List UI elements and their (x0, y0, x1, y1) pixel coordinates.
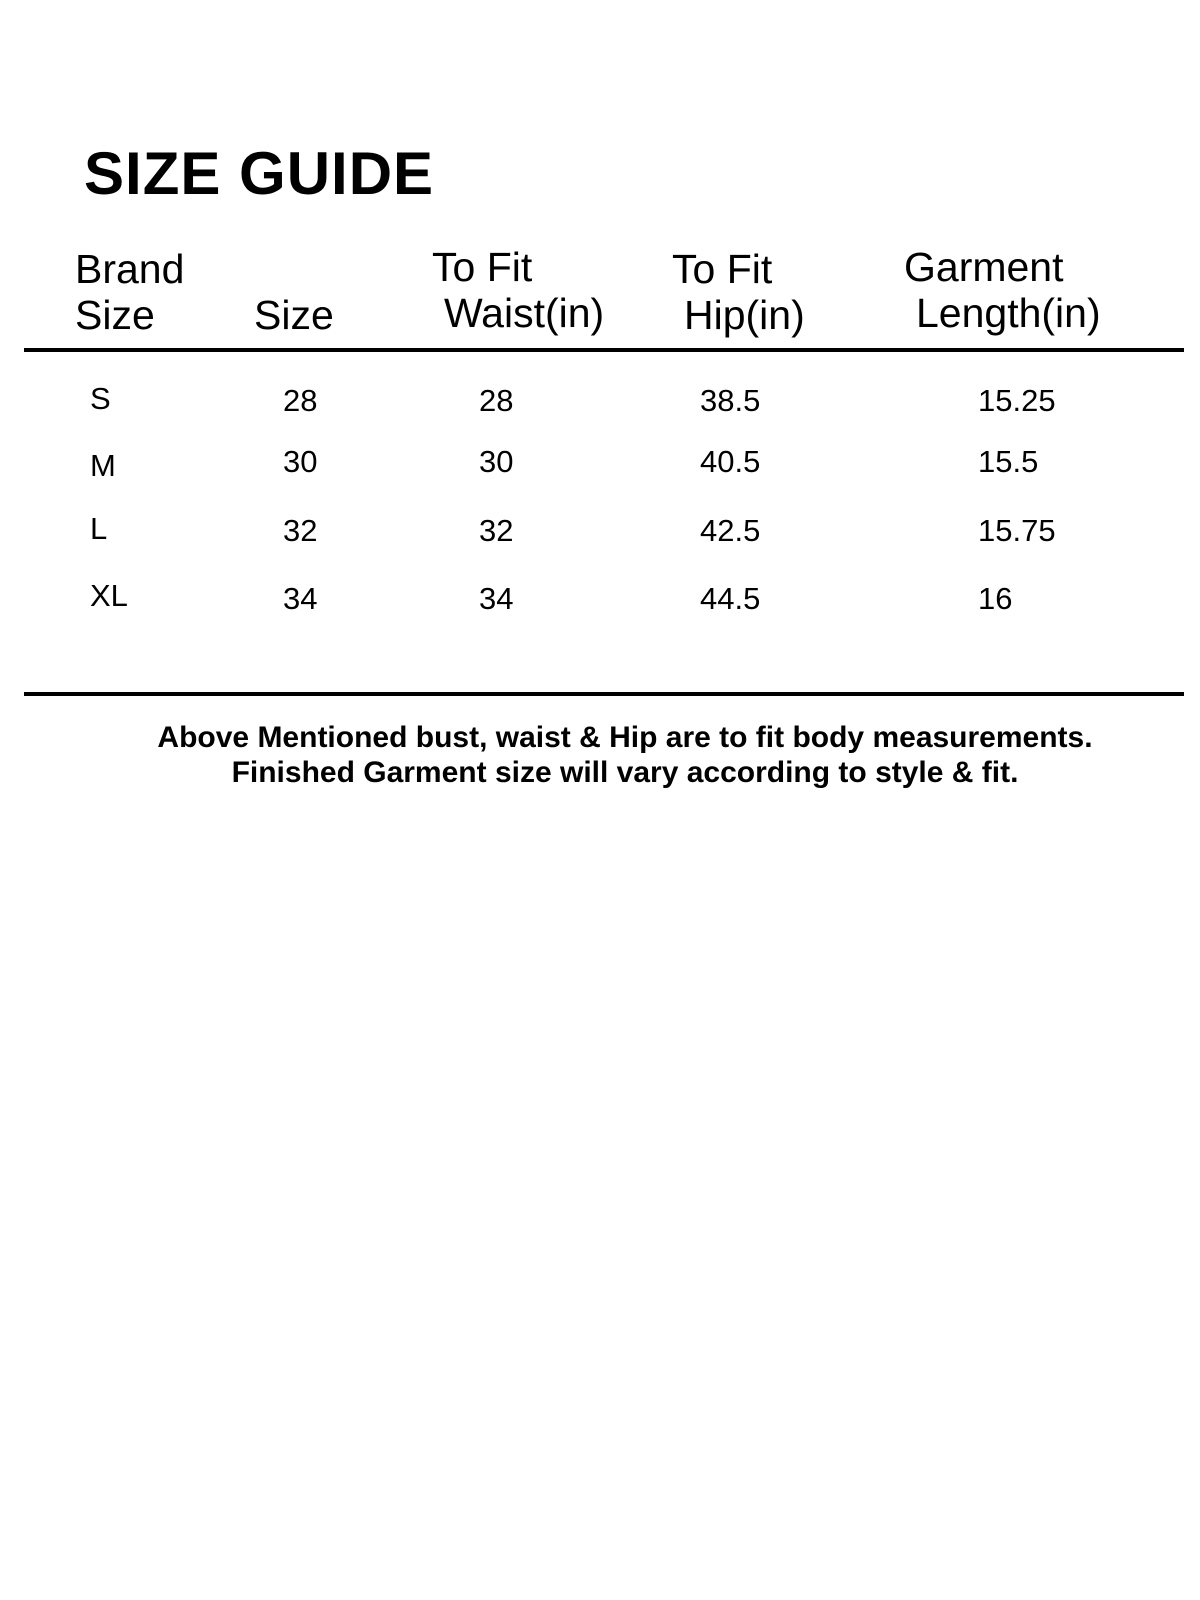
header-hip-line1: To Fit (672, 246, 773, 292)
footnote-line2: Finished Garment size will vary according to style & fit. (231, 756, 1019, 789)
cell-waist: 28 (479, 383, 514, 418)
header-hip-line2: Hip(in) (684, 292, 805, 338)
cell-length: 15.5 (978, 444, 1039, 479)
footnote (0, 720, 1200, 790)
cell-hip: 38.5 (700, 383, 761, 418)
cell-size: 34 (283, 581, 318, 616)
page-title: SIZE GUIDE (84, 140, 435, 207)
cell-hip: 40.5 (700, 444, 761, 479)
cell-length: 15.75 (978, 513, 1056, 548)
header-hip (672, 246, 805, 338)
header-waist-line1: To Fit (432, 244, 533, 290)
header-brand-size (75, 246, 184, 338)
header-brand-size-line2: Size (75, 292, 155, 338)
table-bottom-divider (24, 692, 1184, 696)
cell-size: 30 (283, 444, 318, 479)
cell-size: 28 (283, 383, 318, 418)
header-length-line1: Garment (904, 244, 1064, 290)
cell-brand-size: S (90, 381, 111, 416)
cell-size: 32 (283, 513, 318, 548)
header-size-line1: Size (254, 292, 334, 338)
cell-length: 16 (978, 581, 1013, 616)
cell-hip: 44.5 (700, 581, 761, 616)
cell-hip: 42.5 (700, 513, 761, 548)
header-divider (24, 348, 1184, 352)
cell-waist: 32 (479, 513, 514, 548)
header-waist (432, 244, 604, 336)
cell-waist: 30 (479, 444, 514, 479)
cell-brand-size: XL (90, 578, 128, 613)
header-size (254, 292, 334, 338)
footnote-line1: Above Mentioned bust, waist & Hip are to fit body measurements. (157, 721, 1093, 754)
header-brand-size-line1: Brand (75, 246, 185, 292)
cell-waist: 34 (479, 581, 514, 616)
header-waist-line2: Waist(in) (444, 290, 605, 336)
cell-length: 15.25 (978, 383, 1056, 418)
header-length-line2: Length(in) (916, 290, 1101, 336)
cell-brand-size: L (90, 511, 108, 546)
cell-brand-size: M (90, 448, 116, 483)
header-length (904, 244, 1101, 336)
